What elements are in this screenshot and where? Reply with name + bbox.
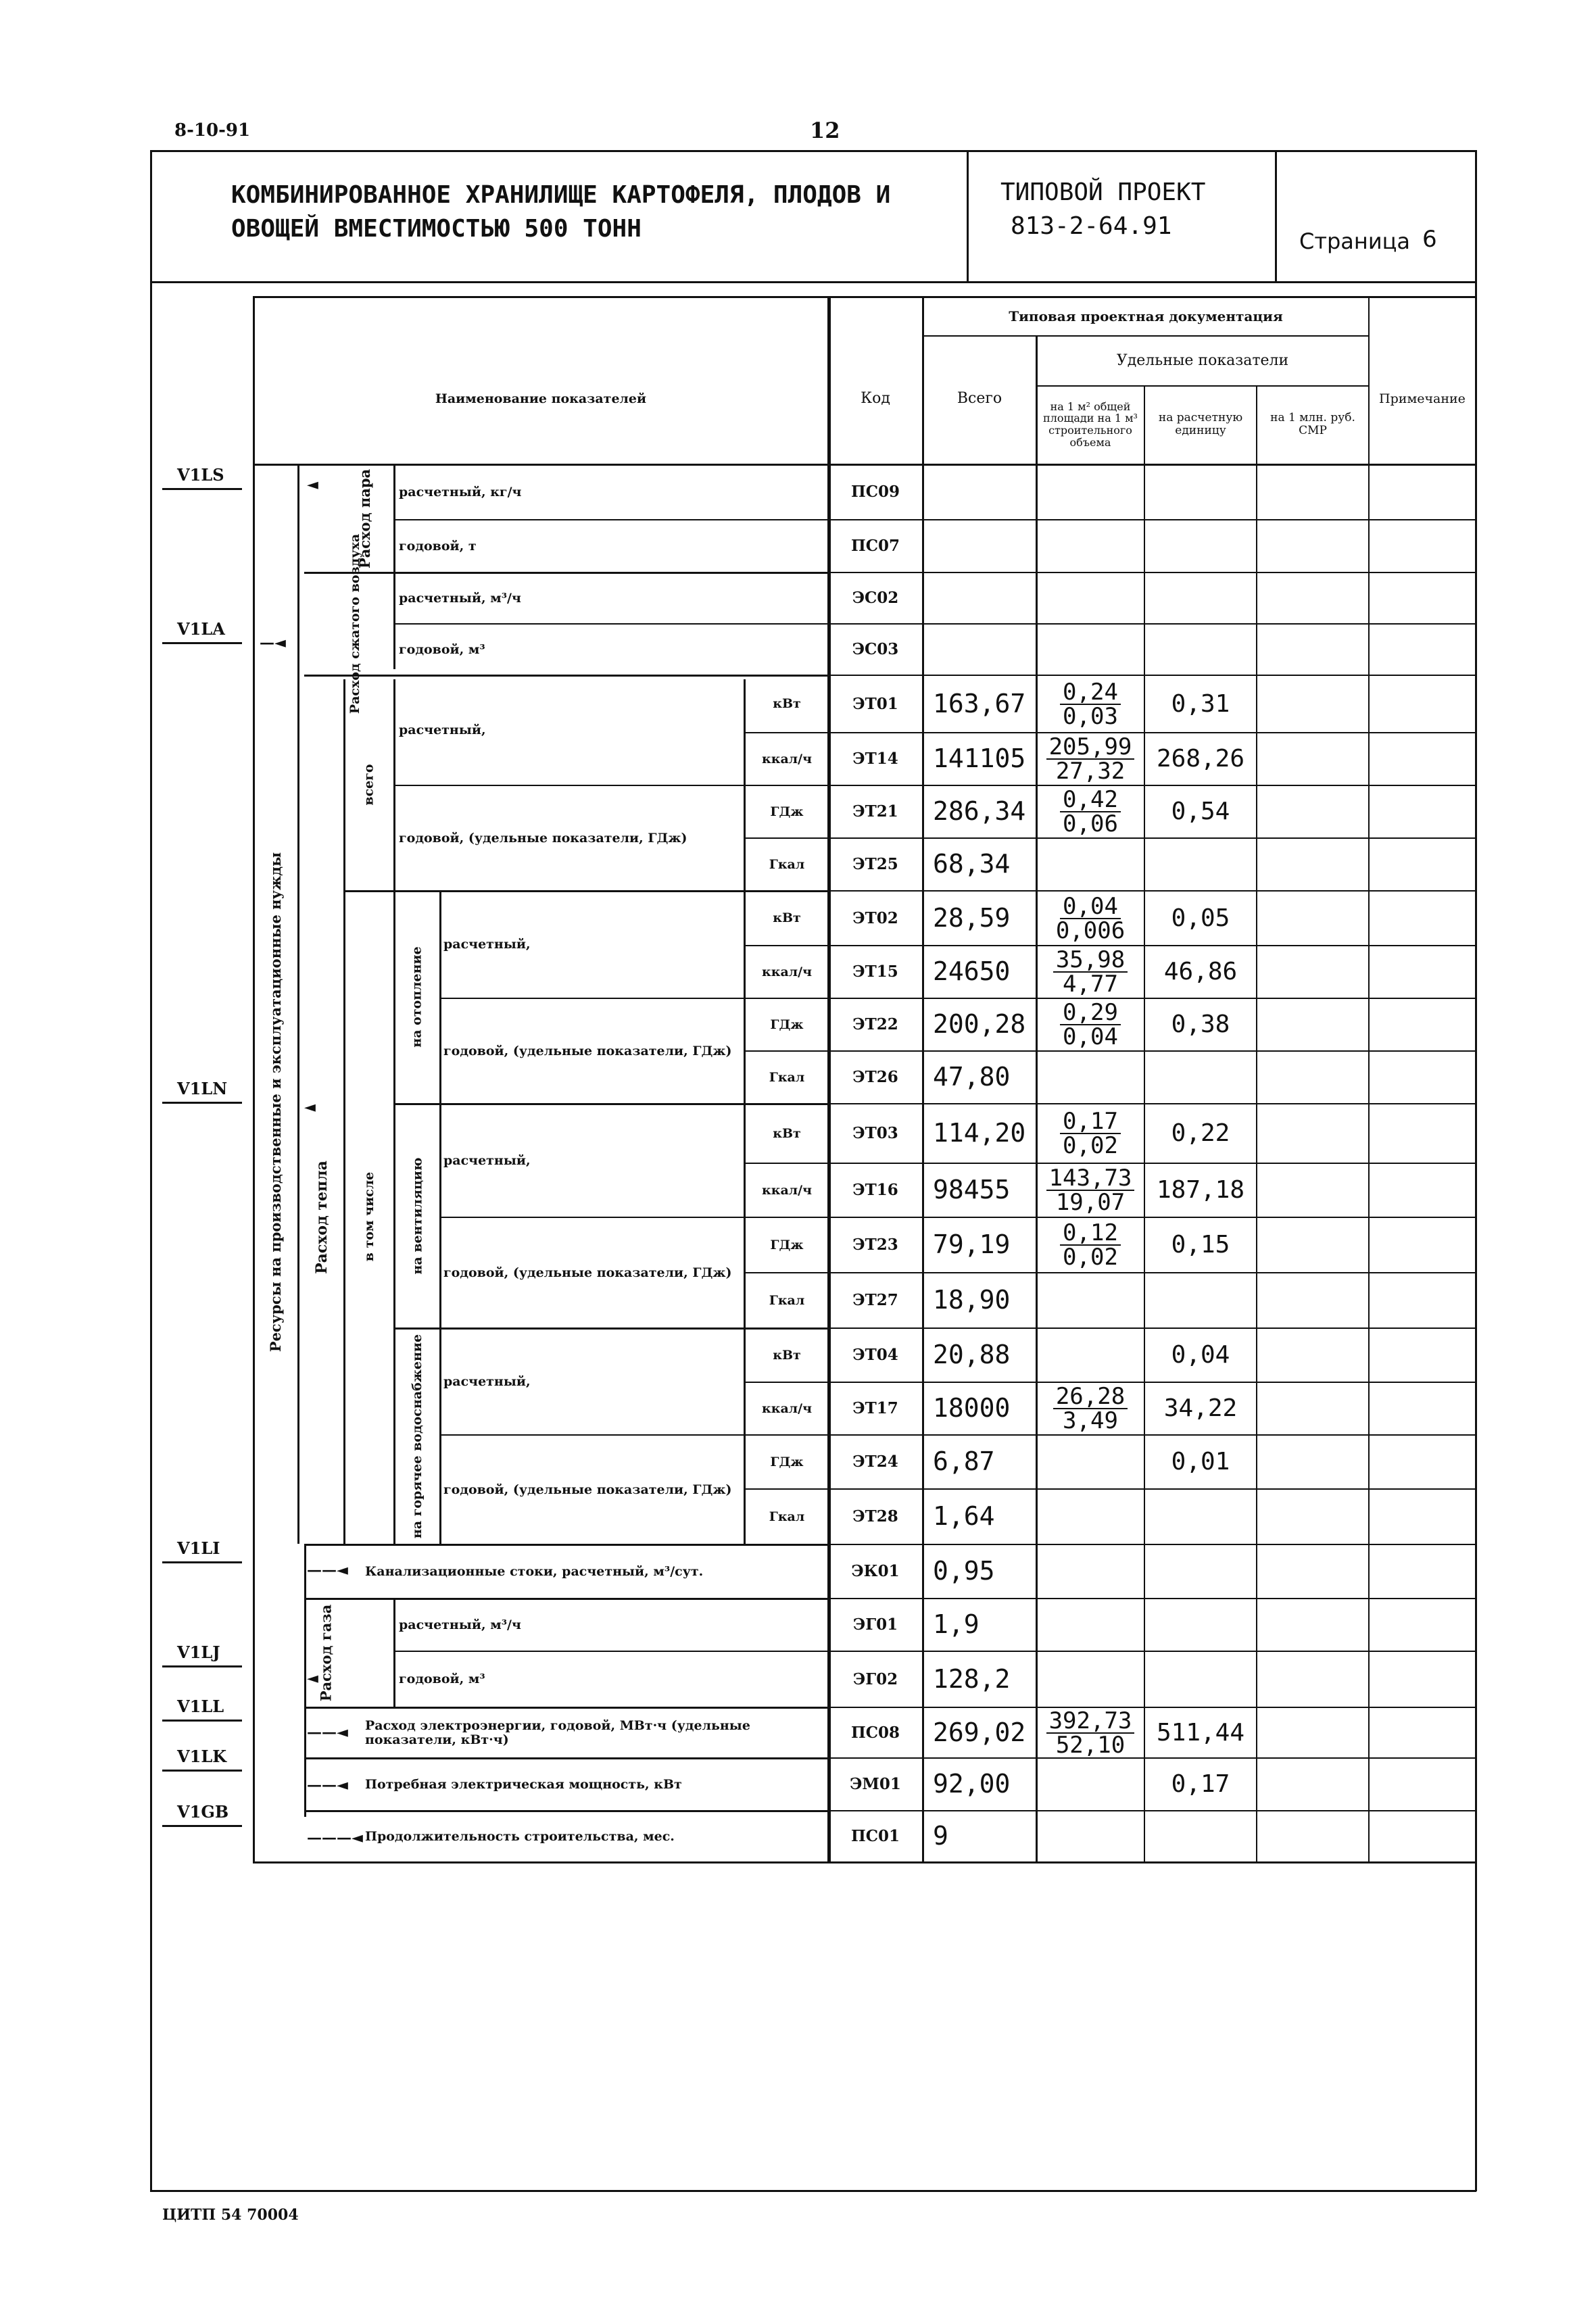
row-separator xyxy=(827,1488,1475,1490)
row-total: 1,64 xyxy=(933,1501,995,1532)
side-code-v1li: V1LI xyxy=(177,1538,220,1558)
row-total: 141105 xyxy=(933,744,1026,774)
header-total: Всего xyxy=(957,389,1002,407)
row-separator xyxy=(827,1598,1475,1599)
header-per-unit: на расчетную единицу xyxy=(1158,411,1243,437)
row-code: ЭТ16 xyxy=(852,1181,898,1200)
arrow-icon: ——◄ xyxy=(307,1776,348,1794)
fraction-numerator: 205,99 xyxy=(1046,735,1135,760)
row-unit: ГДж xyxy=(770,1017,804,1032)
page-date: 8-10-91 xyxy=(174,120,251,141)
row-total: 114,20 xyxy=(933,1118,1026,1148)
row-label: годовой, м³ xyxy=(399,641,485,657)
row-code: ЭГ02 xyxy=(852,1670,898,1688)
project-label: ТИПОВОЙ ПРОЕКТ xyxy=(1000,178,1206,206)
header-note: Примечание xyxy=(1379,391,1466,406)
group-hot-water: на горячее водоснабжение xyxy=(410,1334,425,1539)
row-separator xyxy=(827,1272,1475,1273)
row-unit: кВт xyxy=(773,1347,801,1363)
side-code-v1ln: V1LN xyxy=(177,1079,228,1098)
row-separator xyxy=(827,623,1475,625)
row-label: годовой, (удельные показатели, ГДж) xyxy=(443,1265,732,1280)
row-total: 286,34 xyxy=(933,796,1026,827)
arrow-icon: ——◄ xyxy=(307,1724,348,1741)
fraction-numerator: 0,42 xyxy=(1060,788,1121,812)
row-unit: ккал/ч xyxy=(762,964,812,979)
row-total: 200,28 xyxy=(933,1009,1026,1040)
row-code: ЭТ25 xyxy=(852,855,898,874)
row-specific-fraction xyxy=(1038,1383,1142,1434)
row-code: ПС01 xyxy=(850,1827,900,1846)
row-specific-fraction xyxy=(1038,786,1142,837)
row-code: ЭМ01 xyxy=(850,1775,901,1794)
side-code-v1la: V1LA xyxy=(177,619,225,639)
row-label: годовой, (удельные показатели, ГДж) xyxy=(399,830,687,846)
row-total: 18000 xyxy=(933,1393,1011,1423)
fraction-numerator: 0,17 xyxy=(1060,1110,1121,1134)
row-unit: Гкал xyxy=(769,856,805,872)
arrow-icon: ——◄ xyxy=(307,1561,348,1579)
side-code-v1ls: V1LS xyxy=(177,465,224,485)
row-total: 6,87 xyxy=(933,1446,995,1477)
fraction-denominator: 0,03 xyxy=(1063,702,1118,730)
fraction-denominator: 0,006 xyxy=(1055,917,1126,944)
row-unit: ГДж xyxy=(770,1454,804,1469)
row-label: расчетный, xyxy=(399,723,486,738)
row-per-unit: 46,86 xyxy=(1163,958,1238,986)
row-total: 18,90 xyxy=(933,1285,1011,1315)
row-specific-fraction xyxy=(1038,1218,1142,1272)
group-heat: Расход тепла xyxy=(313,1161,331,1274)
page-number: 12 xyxy=(810,118,840,143)
row-unit: кВт xyxy=(773,910,801,926)
row-per-unit: 0,05 xyxy=(1171,904,1230,932)
arrow-icon: ———◄ xyxy=(307,1829,363,1847)
header-typical-doc: Типовая проектная документация xyxy=(1009,308,1283,324)
row-label: Потребная электрическая мощность, кВт xyxy=(365,1776,682,1792)
fraction-numerator: 26,28 xyxy=(1053,1385,1128,1409)
project-number: 813-2-64.91 xyxy=(1011,212,1172,240)
group-gas: Расход газа xyxy=(317,1604,335,1701)
row-per-unit: 0,38 xyxy=(1171,1010,1230,1039)
row-code: ЭК01 xyxy=(851,1562,900,1581)
row-code: ЭТ23 xyxy=(852,1236,898,1254)
group-steam: Расход пара xyxy=(356,468,374,568)
row-specific-fraction xyxy=(1038,1104,1142,1163)
row-total: 9 xyxy=(933,1821,948,1851)
fraction-numerator: 0,24 xyxy=(1060,681,1121,705)
row-total: 163,67 xyxy=(933,688,1026,718)
row-separator xyxy=(827,1651,1475,1652)
header-name: Наименование показателей xyxy=(435,391,647,406)
row-separator xyxy=(827,837,1475,839)
row-per-unit: 34,22 xyxy=(1163,1394,1238,1423)
row-specific-fraction xyxy=(1038,946,1142,998)
row-total: 28,59 xyxy=(933,902,1011,933)
row-per-unit: 0,22 xyxy=(1171,1119,1230,1148)
side-code-v1gb: V1GB xyxy=(177,1802,229,1822)
group-total: всего xyxy=(362,764,377,806)
row-total: 98455 xyxy=(933,1175,1011,1205)
row-separator xyxy=(827,1810,1475,1811)
row-code: ПС09 xyxy=(850,483,900,502)
doc-title-line1: КОМБИНИРОВАННОЕ ХРАНИЛИЩЕ КАРТОФЕЛЯ, ПЛОДОВ И xyxy=(231,181,891,209)
row-label: Расход электроэнергии, годовой, МВт·ч (удельные показатели, кВт·ч) xyxy=(365,1717,750,1747)
row-per-unit: 0,01 xyxy=(1171,1448,1230,1476)
fraction-denominator: 27,32 xyxy=(1055,758,1126,785)
fraction-denominator: 0,02 xyxy=(1063,1132,1118,1159)
row-specific-fraction xyxy=(1038,999,1142,1050)
page-value: 6 xyxy=(1422,226,1437,253)
row-code: ЭТ14 xyxy=(852,750,898,769)
row-code: ЭТ24 xyxy=(852,1453,898,1471)
row-unit: кВт xyxy=(773,696,801,712)
fraction-denominator: 19,07 xyxy=(1055,1189,1126,1216)
row-separator xyxy=(827,1544,1475,1545)
row-label: расчетный, м³/ч xyxy=(399,590,521,606)
row-label: годовой, (удельные показатели, ГДж) xyxy=(443,1043,732,1058)
row-specific-fraction xyxy=(1038,676,1142,732)
row-label: расчетный, xyxy=(443,1373,531,1389)
fraction-numerator: 392,73 xyxy=(1046,1709,1135,1734)
row-unit: ГДж xyxy=(770,804,804,819)
header-per-mln: на 1 млн. руб. СМР xyxy=(1270,411,1355,437)
row-unit: кВт xyxy=(773,1125,801,1141)
row-unit: ккал/ч xyxy=(762,751,812,766)
fraction-denominator: 52,10 xyxy=(1055,1731,1126,1759)
fraction-numerator: 35,98 xyxy=(1053,948,1128,973)
row-code: ЭТ15 xyxy=(852,962,898,981)
row-unit: Гкал xyxy=(769,1069,805,1085)
group-ventilation: на вентиляцию xyxy=(410,1157,425,1275)
row-code: ЭС02 xyxy=(852,589,899,608)
doc-title-line2: ОВОЩЕЙ ВМЕСТИМОСТЬЮ 500 ТОНН xyxy=(231,215,642,243)
row-per-unit: 0,31 xyxy=(1171,689,1230,718)
fraction-numerator: 0,29 xyxy=(1060,1001,1121,1025)
fraction-denominator: 0,06 xyxy=(1063,810,1118,837)
fraction-denominator: 3,49 xyxy=(1063,1407,1118,1434)
row-separator xyxy=(827,1050,1475,1052)
fraction-denominator: 0,04 xyxy=(1063,1023,1118,1050)
row-separator xyxy=(827,1861,1475,1863)
row-total: 79,19 xyxy=(933,1229,1011,1260)
row-unit: ккал/ч xyxy=(762,1400,812,1416)
row-code: ЭТ21 xyxy=(852,802,898,821)
row-code: ЭТ26 xyxy=(852,1068,898,1087)
fraction-numerator: 143,73 xyxy=(1046,1167,1135,1191)
row-total: 269,02 xyxy=(933,1717,1026,1747)
row-total: 20,88 xyxy=(933,1340,1011,1370)
row-code: ЭТ17 xyxy=(852,1399,898,1418)
row-label: Продолжительность строительства, мес. xyxy=(365,1828,675,1844)
header-per-m2: на 1 м² общей площади на 1 м³ строительного объема xyxy=(1043,399,1138,449)
row-code: ЭТ28 xyxy=(852,1507,898,1526)
fraction-numerator: 0,12 xyxy=(1060,1221,1121,1246)
row-code: ЭТ03 xyxy=(852,1124,898,1143)
row-specific-fraction xyxy=(1038,1164,1142,1217)
row-total: 24650 xyxy=(933,956,1011,987)
group-heating: на отопление xyxy=(410,946,425,1048)
row-separator xyxy=(827,572,1475,573)
row-label: расчетный, xyxy=(443,937,531,952)
footer-stamp: ЦИТП 54 70004 xyxy=(162,2206,299,2224)
arrow-icon: ◄ xyxy=(307,476,318,493)
group-air: Расход сжатого воздуха xyxy=(347,533,363,714)
row-per-unit: 0,17 xyxy=(1171,1770,1230,1799)
row-per-unit: 268,26 xyxy=(1156,745,1245,773)
row-label: годовой, м³ xyxy=(399,1672,485,1687)
group-resources: Ресурсы на производственные и эксплуатационные нужды xyxy=(267,852,285,1352)
side-code-v1lj: V1LJ xyxy=(177,1642,220,1662)
row-code: ЭС03 xyxy=(852,640,899,659)
side-code-v1lk: V1LK xyxy=(177,1747,227,1766)
fraction-numerator: 0,04 xyxy=(1060,895,1121,919)
row-label: годовой, (удельные показатели, ГДж) xyxy=(443,1482,732,1497)
row-specific-fraction xyxy=(1038,892,1142,945)
row-unit: ГДж xyxy=(770,1237,804,1252)
row-label: Канализационные стоки, расчетный, м³/сут. xyxy=(365,1563,704,1579)
row-code: ЭТ04 xyxy=(852,1346,898,1365)
row-specific-fraction xyxy=(1038,733,1142,785)
group-incl: в том числе xyxy=(362,1171,377,1262)
arrow-icon: ◄ xyxy=(307,1670,318,1687)
row-code: ЭТ02 xyxy=(852,908,898,927)
row-total: 1,9 xyxy=(933,1609,980,1640)
row-code: ПС08 xyxy=(850,1723,900,1742)
row-unit: Гкал xyxy=(769,1509,805,1524)
row-total: 92,00 xyxy=(933,1769,1011,1799)
fraction-denominator: 4,77 xyxy=(1063,971,1118,998)
row-total: 68,34 xyxy=(933,849,1011,879)
row-specific-fraction xyxy=(1038,1708,1142,1757)
row-unit: Гкал xyxy=(769,1292,805,1308)
row-code: ЭГ01 xyxy=(852,1615,898,1634)
header-code: Код xyxy=(861,389,890,407)
row-total: 128,2 xyxy=(933,1663,1011,1694)
arrow-icon: ◄ xyxy=(304,1098,316,1116)
row-per-unit: 0,54 xyxy=(1171,798,1230,826)
page-label: Страница xyxy=(1299,228,1411,254)
row-per-unit: 187,18 xyxy=(1156,1176,1245,1204)
row-total: 0,95 xyxy=(933,1556,995,1586)
row-per-unit: 511,44 xyxy=(1156,1718,1245,1747)
row-code: ЭТ27 xyxy=(852,1291,898,1310)
row-label: расчетный, xyxy=(443,1152,531,1168)
row-separator xyxy=(827,519,1475,520)
row-code: ЭТ01 xyxy=(852,694,898,713)
row-per-unit: 0,15 xyxy=(1171,1231,1230,1259)
arrow-icon: —◄ xyxy=(260,634,286,652)
row-per-unit: 0,04 xyxy=(1171,1341,1230,1369)
row-unit: ккал/ч xyxy=(762,1182,812,1198)
row-label: расчетный, м³/ч xyxy=(399,1617,521,1632)
row-label: годовой, т xyxy=(399,538,477,554)
fraction-denominator: 0,02 xyxy=(1063,1244,1118,1271)
row-total: 47,80 xyxy=(933,1062,1011,1092)
header-specific: Удельные показатели xyxy=(1116,351,1289,369)
side-code-v1ll: V1LL xyxy=(177,1697,224,1716)
row-label: расчетный, кг/ч xyxy=(399,484,522,499)
row-code: ЭТ22 xyxy=(852,1015,898,1034)
row-code: ПС07 xyxy=(850,537,900,556)
